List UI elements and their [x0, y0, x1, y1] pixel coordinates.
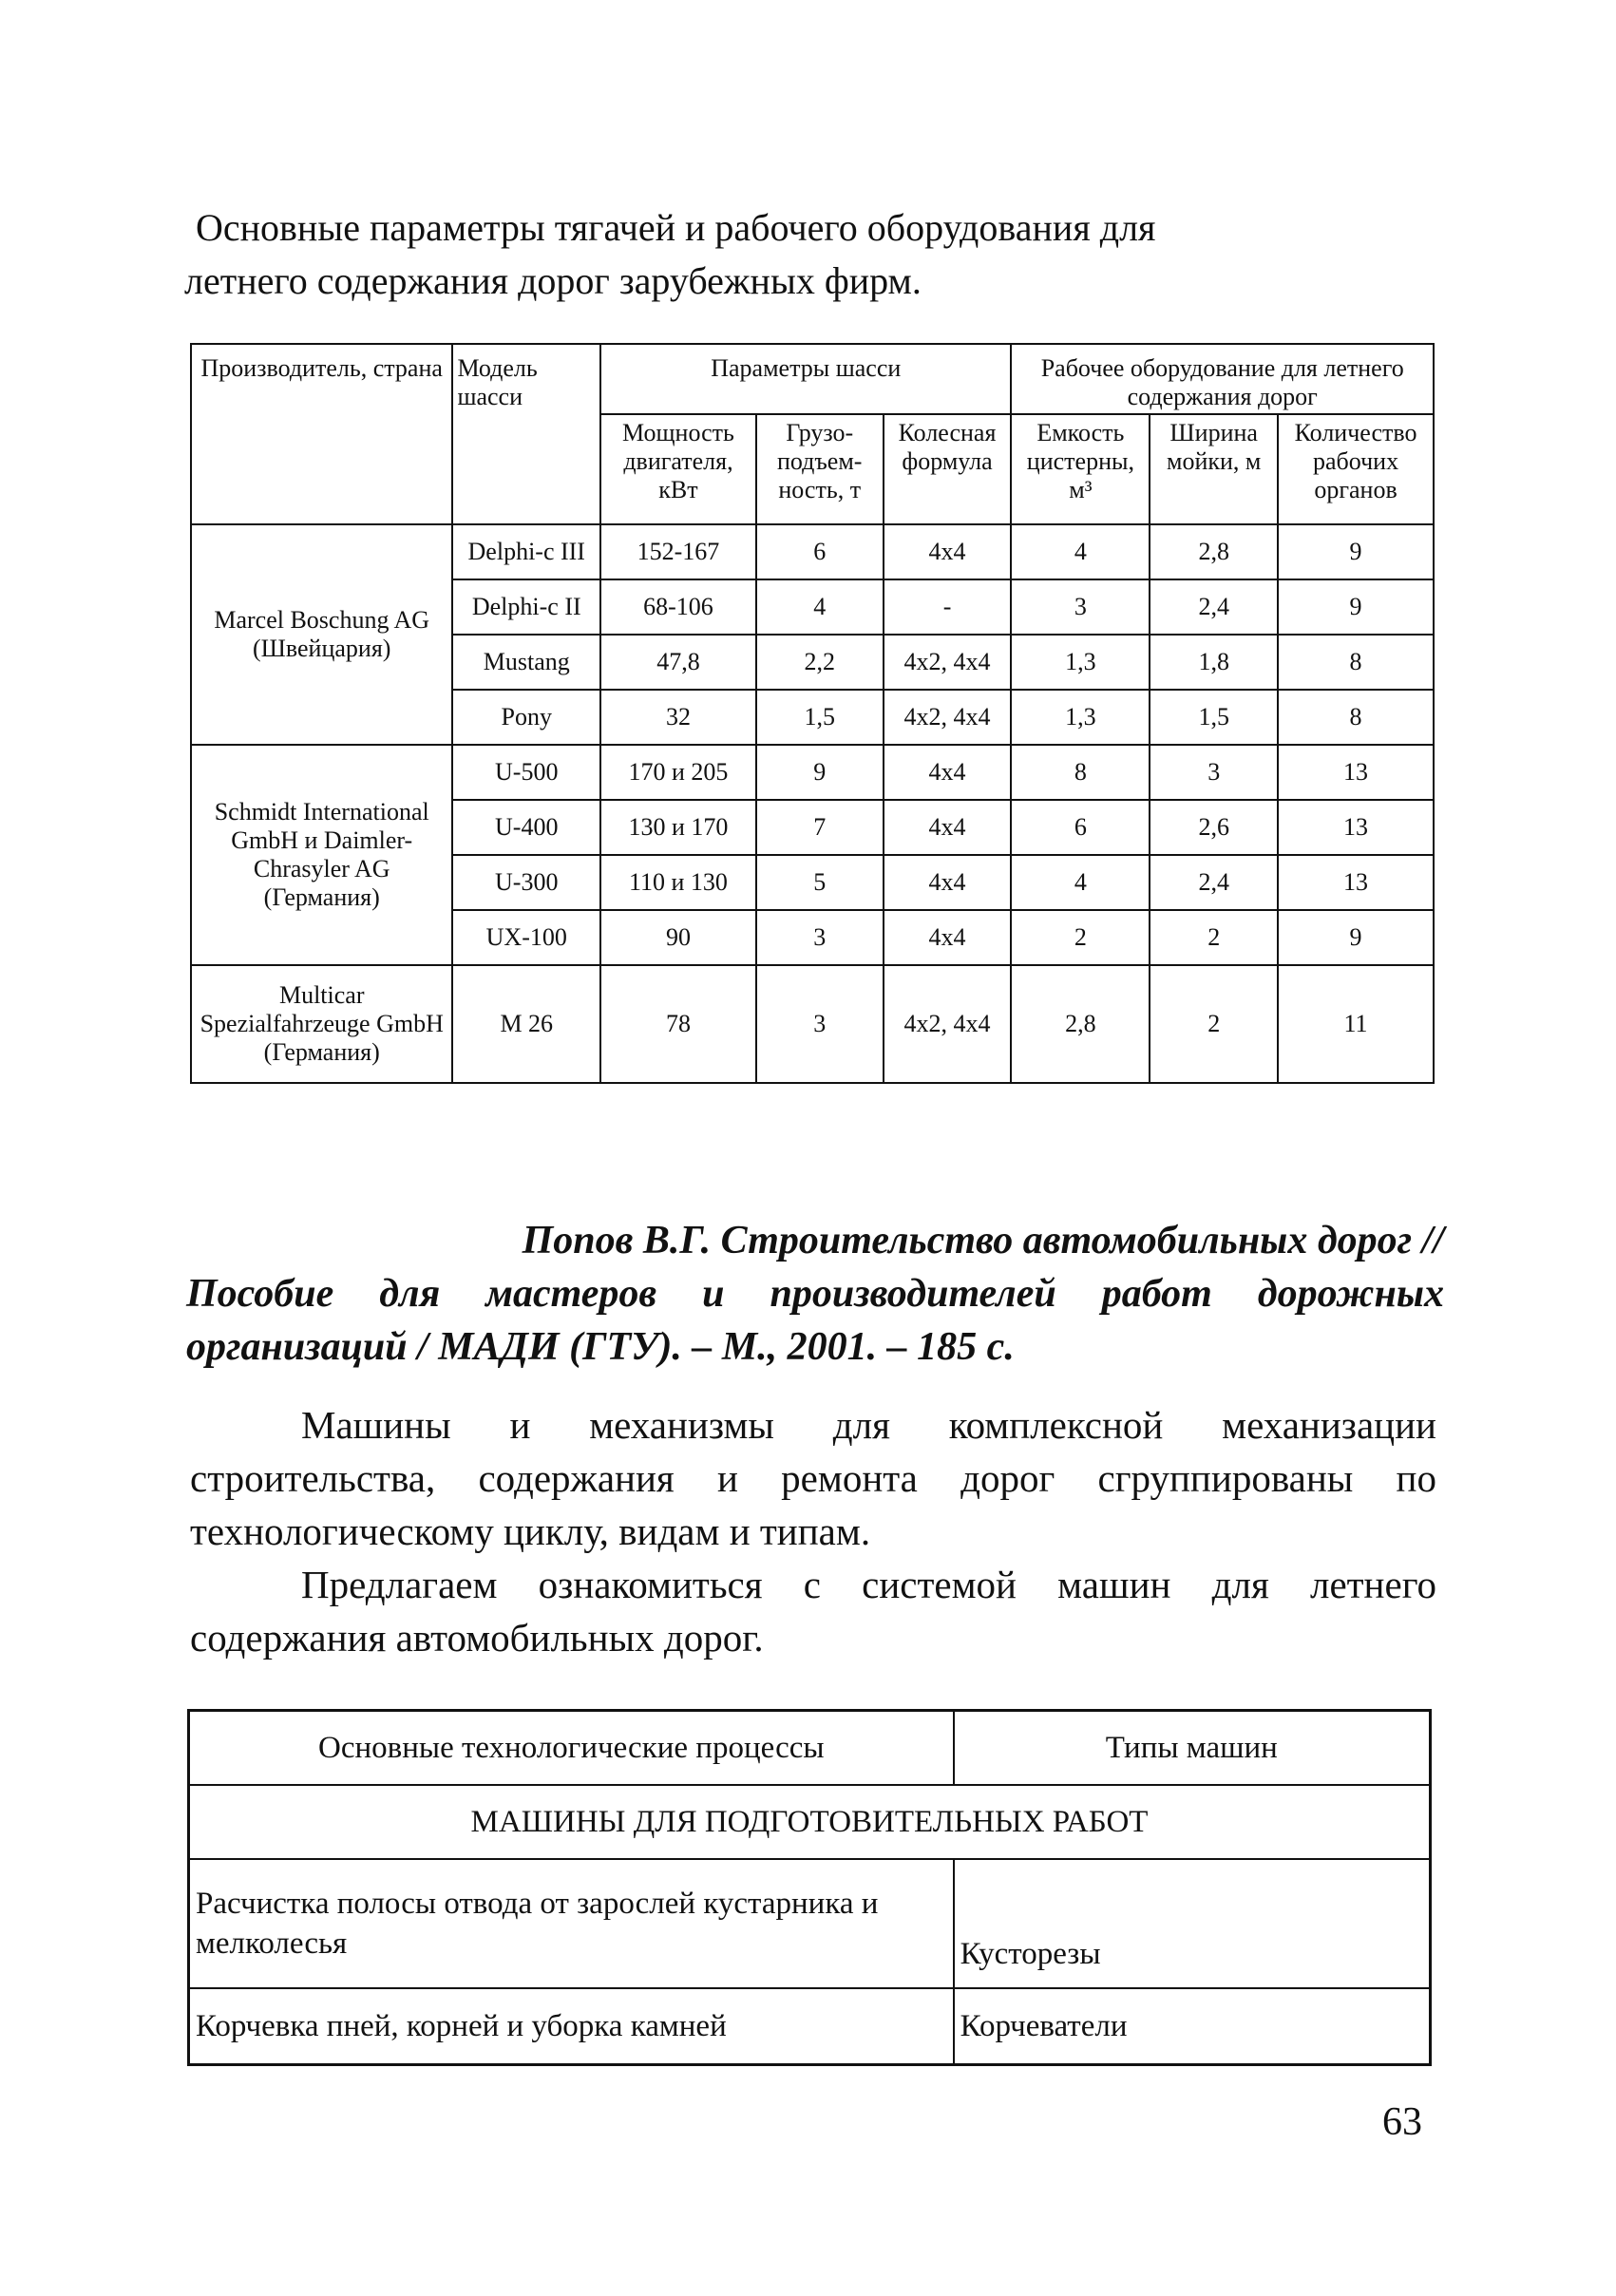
heading-line-2: летнего содержания дорог зарубежных фирм. — [184, 259, 922, 302]
header-tank: Емкость цистерны, м³ — [1011, 414, 1150, 524]
paragraph-machines: Машины и механизмы для комплексной механизации строительства, содержания и ремонта дорог сгруппированы по технологическому циклу, видам и типам. — [190, 1403, 1436, 1553]
cell: 2,8 — [1150, 524, 1278, 579]
cell: 6 — [1011, 800, 1150, 855]
cell: 9 — [756, 745, 884, 800]
header-capacity: Грузо-подъем-ность, т — [756, 414, 884, 524]
cell: 170 и 205 — [600, 745, 756, 800]
header-chassis-params: Параметры шасси — [600, 344, 1011, 414]
cell: 68-106 — [600, 579, 756, 635]
cell: Pony — [452, 690, 600, 745]
cell: 2 — [1150, 910, 1278, 965]
cell: 4x4 — [884, 855, 1012, 910]
cell: U-400 — [452, 800, 600, 855]
cell: 4 — [1011, 855, 1150, 910]
cell: 3 — [1011, 579, 1150, 635]
cell: 110 и 130 — [600, 855, 756, 910]
cell: UX-100 — [452, 910, 600, 965]
citation-line-2: Пособие для мастеров и производителей работ дорожных — [186, 1272, 1444, 1316]
table-row — [191, 524, 1434, 579]
cell: 8 — [1278, 635, 1434, 690]
cell: 4x2, 4x4 — [884, 965, 1012, 1083]
cell: 4 — [1011, 524, 1150, 579]
cell: 6 — [756, 524, 884, 579]
cell: 1,5 — [1150, 690, 1278, 745]
cell: 4x4 — [884, 910, 1012, 965]
header-processes: Основные технологические процессы — [189, 1711, 954, 1786]
cell: 8 — [1278, 690, 1434, 745]
citation-line-3: организаций / МАДИ (ГТУ). – М., 2001. – 185 с. — [186, 1325, 1015, 1369]
header-wheel-formula: Колесная формула — [884, 414, 1012, 524]
table-header-row — [189, 1711, 1431, 1786]
cell: 5 — [756, 855, 884, 910]
cell: 8 — [1011, 745, 1150, 800]
cell: M 26 — [452, 965, 600, 1083]
cell: 130 и 170 — [600, 800, 756, 855]
header-equipment: Рабочее оборудование для летнего содержания дорог — [1011, 344, 1434, 414]
citation — [186, 1214, 1444, 1374]
process-cell: Корчевка пней, корней и уборка камней — [189, 1988, 954, 2065]
cell: 32 — [600, 690, 756, 745]
table-row — [189, 1988, 1431, 2065]
page-heading — [184, 201, 1440, 308]
cell: 2,2 — [756, 635, 884, 690]
cell: 1,8 — [1150, 635, 1278, 690]
cell: 13 — [1278, 855, 1434, 910]
header-model: Модель шасси — [452, 344, 600, 524]
machine-system-table — [187, 1709, 1432, 2066]
cell: 2,8 — [1011, 965, 1150, 1083]
section-title: МАШИНЫ ДЛЯ ПОДГОТОВИТЕЛЬНЫХ РАБОТ — [189, 1785, 1431, 1859]
cell: - — [884, 579, 1012, 635]
cell: U-300 — [452, 855, 600, 910]
table-header-row — [191, 344, 1434, 414]
cell: 152-167 — [600, 524, 756, 579]
header-power: Мощность двигателя, кВт — [600, 414, 756, 524]
cell: 13 — [1278, 800, 1434, 855]
header-manufacturer: Производитель, страна — [191, 344, 452, 524]
cell: Delphi-c III — [452, 524, 600, 579]
cell: 2,6 — [1150, 800, 1278, 855]
cell: 11 — [1278, 965, 1434, 1083]
cell: 2,4 — [1150, 855, 1278, 910]
header-wash-width: Ширина мойки, м — [1150, 414, 1278, 524]
cell: 4x4 — [884, 745, 1012, 800]
manufacturer-cell: Marcel Boschung AG (Швейцария) — [191, 524, 452, 745]
cell: 4x4 — [884, 524, 1012, 579]
cell: 3 — [756, 965, 884, 1083]
cell: 9 — [1278, 524, 1434, 579]
page-number: 63 — [1382, 2100, 1422, 2144]
chassis-parameters-table — [190, 343, 1435, 1084]
table-row — [191, 965, 1434, 1083]
cell: 3 — [1150, 745, 1278, 800]
cell: 78 — [600, 965, 756, 1083]
cell: 9 — [1278, 910, 1434, 965]
heading-line-1: Основные параметры тягачей и рабочего оборудования для — [196, 206, 1156, 249]
cell: 2 — [1150, 965, 1278, 1083]
manufacturer-cell: Multicar Spezialfahrzeuge GmbH (Германия) — [191, 965, 452, 1083]
header-organs: Количество рабочих органов — [1278, 414, 1434, 524]
cell: 9 — [1278, 579, 1434, 635]
cell: 13 — [1278, 745, 1434, 800]
cell: 4x4 — [884, 800, 1012, 855]
cell: 7 — [756, 800, 884, 855]
cell: 1,5 — [756, 690, 884, 745]
manufacturer-cell: Schmidt International GmbH и Daimler-Chrasyler AG (Германия) — [191, 745, 452, 965]
cell: 90 — [600, 910, 756, 965]
cell: 2 — [1011, 910, 1150, 965]
paragraph-proposal: Предлагаем ознакомиться с системой машин для летнего содержания автомобильных дорог. — [190, 1563, 1436, 1660]
cell: 4x2, 4x4 — [884, 635, 1012, 690]
cell: 2,4 — [1150, 579, 1278, 635]
cell: 3 — [756, 910, 884, 965]
cell: 4 — [756, 579, 884, 635]
section-row — [189, 1785, 1431, 1859]
table-row — [189, 1859, 1431, 1988]
cell: Delphi-c II — [452, 579, 600, 635]
cell: 4x2, 4x4 — [884, 690, 1012, 745]
cell: 47,8 — [600, 635, 756, 690]
citation-line-1: Попов В.Г. Строительство автомобильных дорог // — [522, 1219, 1444, 1262]
cell: U-500 — [452, 745, 600, 800]
machine-cell: Корчеватели — [954, 1988, 1431, 2065]
cell: 1,3 — [1011, 635, 1150, 690]
process-cell: Расчистка полосы отвода от зарослей кустарника и мелколесья — [189, 1859, 954, 1988]
machine-cell: Кусторезы — [954, 1859, 1431, 1988]
header-machine-types: Типы машин — [954, 1711, 1431, 1786]
cell: 1,3 — [1011, 690, 1150, 745]
table-row — [191, 745, 1434, 800]
cell: Mustang — [452, 635, 600, 690]
